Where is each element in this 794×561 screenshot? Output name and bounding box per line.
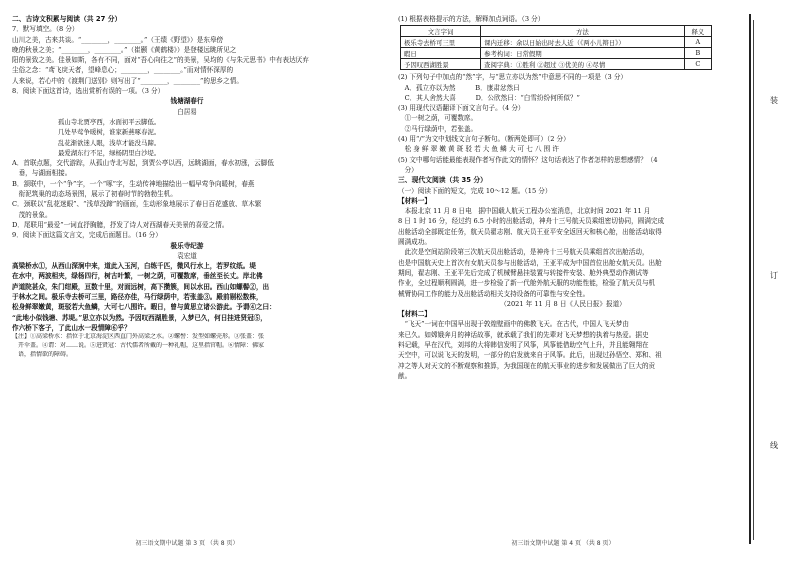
left-text-line: 庐道院甚众，朱门绀殿，亘数十里，对面远树，高下攒簇，间以水田。西山如螺髻②，出 (12, 282, 270, 291)
right-text-line: 分） (398, 165, 418, 174)
left-text-line: 孤山寺北贾亭西，水面初平云脚低。 (58, 117, 161, 126)
table-cell: 课内迁移：余以日始出时去人近（《两小儿辩日》） (481, 37, 685, 48)
left-text-line: 【注】①高梁桥水：指位于北京海淀区西直门外高梁之水。②螺髻：发型如螺壳形。③张盖：张 (12, 333, 265, 341)
table-row (401, 37, 712, 48)
left-text-line: 松身鲜翠嫩黄，斑驳若大鱼鳞，大可七八围许。暇日，曾与黄思立诸公游此。予谓④之曰： (12, 303, 276, 312)
left-text-line: 7．默写填空。（8 分） (12, 25, 79, 34)
binding-line-inner (753, 20, 754, 540)
right-text-line: (4) 用“/”为文中划线文言句子断句。（断两处即可）（2 分） (398, 135, 570, 144)
right-text-line: “飞天”一词在中国早出现于敦煌壁画中的佛教飞天。在古代，中国人飞天梦由 (398, 320, 629, 329)
vocab-table-header (401, 26, 712, 37)
right-page-body (398, 72, 728, 381)
table-header-cell: 方法 (481, 26, 685, 37)
right-text-line: 8 日 1 时 16 分，经过约 6.5 小时的出舱活动，神舟十三号航天员乘组密切协同，圆满完成 (398, 217, 665, 226)
left-text-line: 开伞盖。④谓：对……说。⑤进贤冠：古代儒者所戴的一种礼帽，这里指官帽。⑥情障：佛家 (12, 342, 265, 349)
left-text-line: 9．阅读下面这篇文言文，完成后面题目。（16 分） (12, 231, 162, 240)
left-text-line: 8．阅读下面这首诗，选出赏析有误的一项。（3 分） (12, 87, 165, 96)
binding-char-zhuang: 装 (770, 96, 778, 105)
binding-char-xian: 线 (770, 441, 778, 450)
right-text-line: 料记载，早在汉代，刘邦的大将韩信发明了风筝，风筝能借助空气上升，并且能翱翔在 (398, 341, 649, 350)
right-text-line: 【材料一】 (398, 196, 431, 205)
left-text-line: 几处早莺争暖树，谁家新燕啄春泥。 (58, 128, 161, 137)
left-text-line: 人来说，若心中的《渡荆门送别》则写出了“________，________”的思乡之情。 (12, 76, 243, 85)
question-10-1: (1) 根据表格提示的方法，解释加点词语。（3 分） (398, 15, 545, 23)
left-text-line: 最爱湖东行不足，绿杨阴里白沙堤。 (58, 148, 161, 157)
left-text-line: B．颔联中，一个“争”字，一个“啄”字，生动传神地描绘出一幅早莺争向暖树，春燕 (12, 179, 255, 188)
right-text-line: 也是中国航天史上首次有女航天员参与出舱活动，王亚平成为中国首位出舱女航天员。出舱 (398, 258, 662, 267)
right-text-line: 期间，翟志刚、王亚平先后完成了机械臂悬挂装置与转接件安装、舱外典型动作测试等 (398, 268, 649, 277)
table-cell: 暇日 (401, 48, 481, 59)
right-text-line: 松 身 鲜 翠 嫩 黄 斑 驳 若 大 鱼 鳞 大 可 七 八 围 许 (398, 145, 559, 154)
right-text-line: A．孤立亦以为然 B．康肃忿然曰 (398, 83, 520, 92)
left-text-line: “此地小似钱塘、苏堤。”思立亦以为然。予因叹西湖胜景，入梦已久，何日挂进贤冠⑤， (12, 313, 267, 322)
right-text-line: (3) 用现代汉语翻译下面文言句子。（4 分） (398, 104, 525, 113)
right-text-line: （2021 年 11 月 8 日《人民日报》报道） (500, 299, 626, 308)
right-page (398, 14, 728, 547)
right-text-line: 出舱活动全部既定任务，航天员翟志刚、航天员王亚平安全返回天和核心舱，出舱活动取得 (398, 227, 662, 236)
left-text-line: 语，指情欲的障碍。 (12, 350, 73, 358)
binding-margin (740, 0, 794, 561)
table-cell: 予因叹西湖胜景 (401, 59, 481, 70)
left-page-body (12, 14, 362, 360)
right-text-line: 此次是空间站阶段第三次航天员出舱活动，是神舟十三号航天员乘组首次出舱活动， (398, 248, 649, 257)
left-text-line: 山川之美，古来共谈。“________，________。”（王绩《野望》）是东皋傍 (12, 35, 224, 44)
vocab-table (400, 25, 712, 70)
table-cell: A (684, 37, 711, 48)
binding-line (749, 14, 751, 544)
left-text-line: C．颈联以“乱花迷眼”、“浅草没蹄”的画面，生动形象地展示了春日百花盛放、草木繁 (12, 200, 262, 209)
right-text-line: (2) 下列句子中加点的“然”字，与“思立亦以为然”中意思不同的一项是（3 分） (398, 73, 628, 82)
table-header-cell: 文言字词 (401, 26, 481, 37)
left-text-line: 极乐寺纪游 (170, 241, 204, 250)
table-header-cell: 释义 (684, 26, 711, 37)
left-text-line: D．尾联用“最爱”一词直抒胸臆，抒发了诗人对西湖春天美景的喜爱之情。 (12, 220, 229, 229)
right-text-line: ①一树之荫，可覆数席。 (398, 114, 478, 123)
table-cell: 查阅字典：①胜利 ②超过 ③优美的 ④尽情 (481, 59, 685, 70)
left-text-line: 在水中，两波相夹，绿杨四行，树古叶繁，一树之荫，可覆数席，垂丝至长丈。岸北佛 (12, 272, 263, 281)
right-text-line: 三、现代文阅读（共 35 分） (398, 176, 487, 185)
left-text-line: A．首联点题，交代游踪，从孤山寺北写起，到贾公亭以西，远眺湖面，春水初涨，云脚低 (12, 159, 274, 168)
left-text-line: 乱花渐欲迷人眼，浅草才能没马蹄。 (58, 138, 161, 147)
right-text-line: ②马行绿荫中，若张盖。 (398, 124, 478, 133)
table-row (401, 59, 712, 70)
left-text-line: 高梁桥水①，从西山深涧中来，道此入玉河，白练千匹，微风行水上，若罗纹纸。堤 (12, 262, 256, 271)
left-text-line: 尘俗之念：“鸢飞戾天者，望峰息心；________，________。”而对情怀深厚的 (12, 66, 234, 75)
right-text-line: 【材料二】 (398, 310, 431, 319)
left-text-line: 白居易 (177, 107, 197, 116)
right-text-line: (5) 文中哪句话能最能表现作者写作此文的情怀？这句话表达了作者怎样的思想感情？（4 (398, 155, 658, 164)
left-text-line: 袁宏道 (177, 251, 197, 260)
left-text-line: 晚的秋景之美；“________，________。”（崔颢《黄鹤楼》）是登楼远眺所见之 (12, 45, 237, 54)
left-page-footer: 初三语文期中试题 第 3 页 （共 8 页） (135, 540, 239, 547)
right-text-line: 来已久。如嫦娥奔月的神话故事，就承载了我们的先辈对飞天梦想的执着与热爱。据史 (398, 330, 649, 339)
right-page-footer: 初三语文期中试题 第 4 页 （共 8 页） (511, 540, 615, 547)
vocab-table-body (401, 37, 712, 70)
left-text-line: 衔泥筑巢的动态场景图，展示了初春时节的勃勃生机。 (12, 190, 177, 199)
table-cell: B (684, 48, 711, 59)
right-text-line: 天空中，可以说飞天的发明，一部分的启发就来自于风筝。此后，出现过孙悟空、郑和、祖 (398, 351, 662, 360)
right-text-line: 本报北京 11 月 8 日电 据中国载人航天工程办公室消息，北京时间 2021 年 11 月 (398, 207, 651, 216)
left-page (12, 14, 362, 547)
left-text-line: 二、古诗文积累与阅读（共 27 分） (12, 15, 122, 23)
right-text-line: 械臂协同工作的能力及出舱活动相关支持设备的可靠性与安全性。 (398, 289, 590, 298)
table-cell: 极乐寺去桥可三里 (401, 37, 481, 48)
right-text-line: 作业，全过程顺利圆满，进一步检验了新一代舱外航天服的功能性能，检验了航天员与机 (398, 279, 656, 288)
left-text-line: 垂，与湖面相接。 (12, 169, 72, 178)
right-text-line: （一）阅读下面的短文，完成 10～12 题。（15 分） (398, 186, 552, 195)
right-text-line: 圆满成功。 (398, 238, 431, 247)
left-text-line: 阳的景致之美。佳景如斯，各有不同，面对“吾心向往之”的美景，吴均的《与朱元思书》中有表达厌弃 (12, 56, 309, 65)
binding-char-ding: 订 (770, 271, 778, 280)
left-text-line: 茂的景象。 (12, 210, 52, 219)
table-row (401, 48, 712, 59)
right-text-line: C．其人舍然大喜 D．公欣然曰：“白雪纷纷何所似？” (398, 93, 580, 102)
left-text-line: 钱塘湖春行 (170, 97, 204, 106)
right-text-line: 冲之等人对天文的不断观察和推算，为我国现在的航天事业的进步和发展做出了巨大的贡 (398, 361, 656, 370)
table-cell: 参考构词：日常假期 (481, 48, 685, 59)
left-text-line: 作六桥下客子，了此山水一段情障⑥乎？ (12, 323, 131, 332)
table-cell: C (684, 59, 711, 70)
left-text-line: 于林水之间。极乐寺去桥可三里，路径亦佳，马行绿荫中，若张盖③。殿前剔松数株， (12, 293, 263, 302)
right-text-line: 献。 (398, 371, 412, 380)
